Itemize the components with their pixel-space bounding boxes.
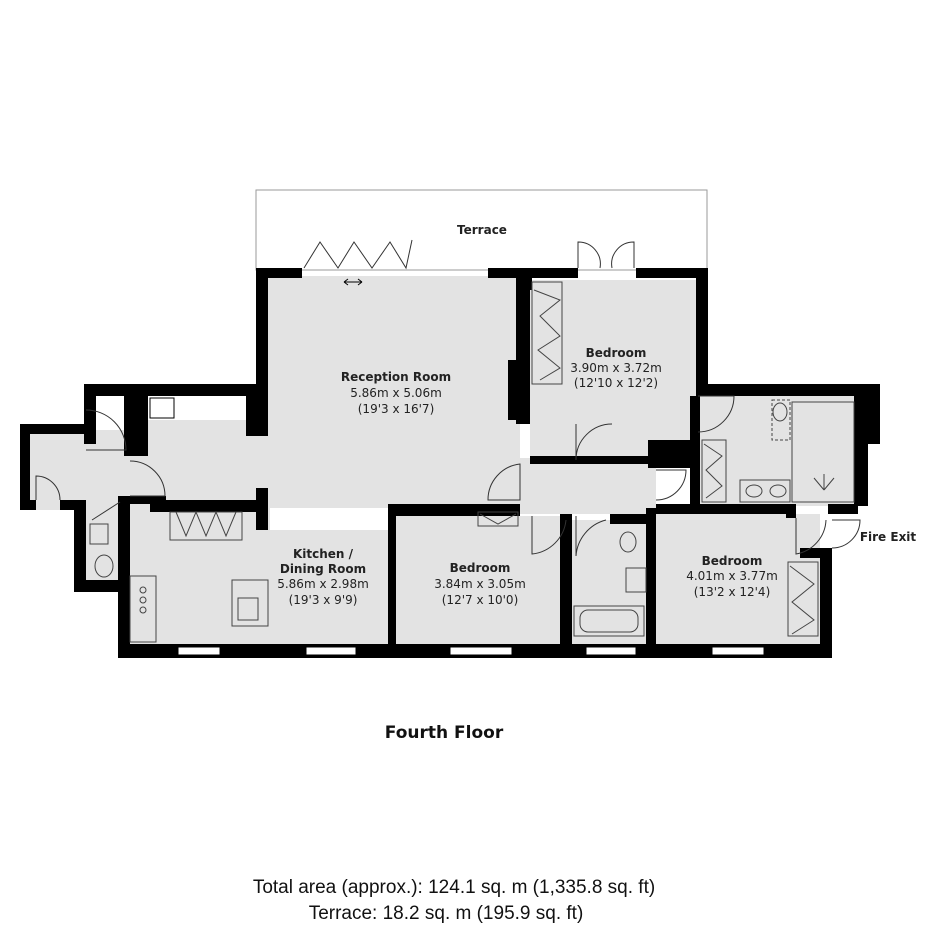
fire-exit-label: Fire Exit (859, 530, 917, 544)
svg-text:4.01m x 3.77m: 4.01m x 3.77m (686, 569, 778, 583)
svg-text:(12'7 x 10'0): (12'7 x 10'0) (441, 593, 519, 607)
terrace-label: Terrace (457, 223, 507, 237)
svg-text:Bedroom: Bedroom (701, 554, 763, 568)
svg-text:Kitchen /: Kitchen / (292, 547, 354, 561)
terrace-area-text: Terrace: 18.2 sq. m (195.9 sq. ft) (308, 903, 584, 924)
svg-text:(19'3 x 16'7): (19'3 x 16'7) (357, 402, 435, 416)
svg-text:(13'2 x 12'4): (13'2 x 12'4) (693, 585, 771, 599)
svg-text:5.86m x 2.98m: 5.86m x 2.98m (277, 577, 369, 591)
svg-text:Dining Room: Dining Room (279, 562, 367, 576)
svg-text:(12'10 x 12'2): (12'10 x 12'2) (573, 376, 659, 390)
svg-text:(19'3 x 9'9): (19'3 x 9'9) (288, 593, 358, 607)
svg-text:3.84m x 3.05m: 3.84m x 3.05m (434, 577, 526, 591)
svg-text:3.90m x 3.72m: 3.90m x 3.72m (570, 361, 662, 375)
total-area-text: Total area (approx.): 124.1 sq. m (1,335.8 sq. ft) (252, 877, 656, 898)
svg-text:Bedroom: Bedroom (449, 561, 511, 575)
floor-title: Fourth Floor (384, 723, 504, 743)
svg-text:Reception Room: Reception Room (340, 370, 452, 384)
svg-text:Bedroom: Bedroom (585, 346, 647, 360)
svg-text:5.86m x 5.06m: 5.86m x 5.06m (350, 386, 442, 400)
